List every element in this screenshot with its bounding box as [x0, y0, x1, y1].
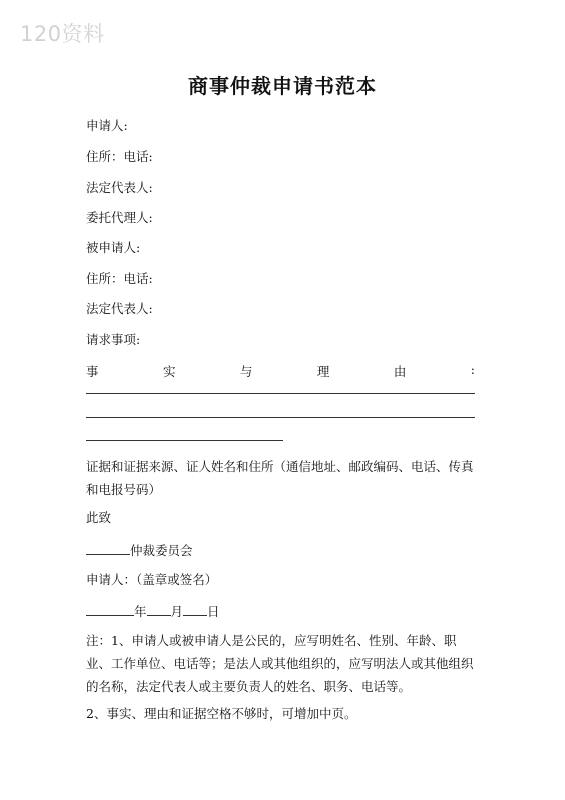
facts-heading-char: 实 — [162, 364, 176, 379]
respondent-address-phone-field: 住所：电话: — [86, 271, 153, 286]
claims-field: 请求事项: — [86, 332, 141, 347]
date-line — [86, 602, 220, 620]
commission-label: 仲裁委员会 — [130, 543, 193, 558]
day-label: 日 — [207, 604, 220, 619]
facts-heading-char: 理 — [316, 364, 330, 379]
evidence-paragraph: 证据和证据来源、证人姓名和住所（通信地址、邮政编码、电话、传真和电报号码） — [86, 459, 474, 497]
facts-heading — [86, 362, 475, 380]
blank-line — [86, 602, 134, 616]
watermark: 120资料 — [20, 22, 105, 46]
facts-heading-char: : — [470, 362, 475, 377]
month-label: 月 — [170, 604, 184, 619]
year-label: 年 — [134, 604, 147, 619]
blank-line — [147, 602, 171, 616]
address-phone-field: 住所：电话: — [86, 149, 153, 164]
respondent-field: 被申请人: — [86, 240, 141, 255]
blank-line — [86, 393, 475, 394]
agent-field: 委托代理人: — [86, 210, 153, 225]
blank-line — [86, 440, 283, 441]
note-paragraph-1: 注：1、申请人或被申请人是公民的，应写明姓名、性别、年龄、职业、工作单位、电话等；是法人或其他组织的，应写明法人或其他组织的名称，法定代表人或主要负责人的姓名、职务、电话等。 — [86, 633, 474, 694]
blank-line — [183, 602, 207, 616]
facts-heading-char: 与 — [239, 364, 253, 379]
signature-line: 申请人：（盖章或签名） — [86, 572, 218, 587]
legal-representative-field: 法定代表人: — [86, 180, 153, 195]
commission-line — [86, 541, 193, 559]
respondent-legal-representative-field: 法定代表人: — [86, 301, 153, 316]
blank-line — [86, 541, 130, 555]
applicant-field: 申请人: — [86, 118, 128, 133]
closing-text: 此致 — [86, 510, 112, 525]
facts-heading-char: 事 — [86, 364, 99, 379]
note-paragraph-2: 2、事实、理由和证据空格不够时，可增加中页。 — [86, 706, 357, 721]
document-title: 商事仲裁申请书范本 — [188, 74, 377, 98]
facts-heading-char: 由 — [393, 364, 407, 379]
blank-line — [86, 417, 475, 418]
